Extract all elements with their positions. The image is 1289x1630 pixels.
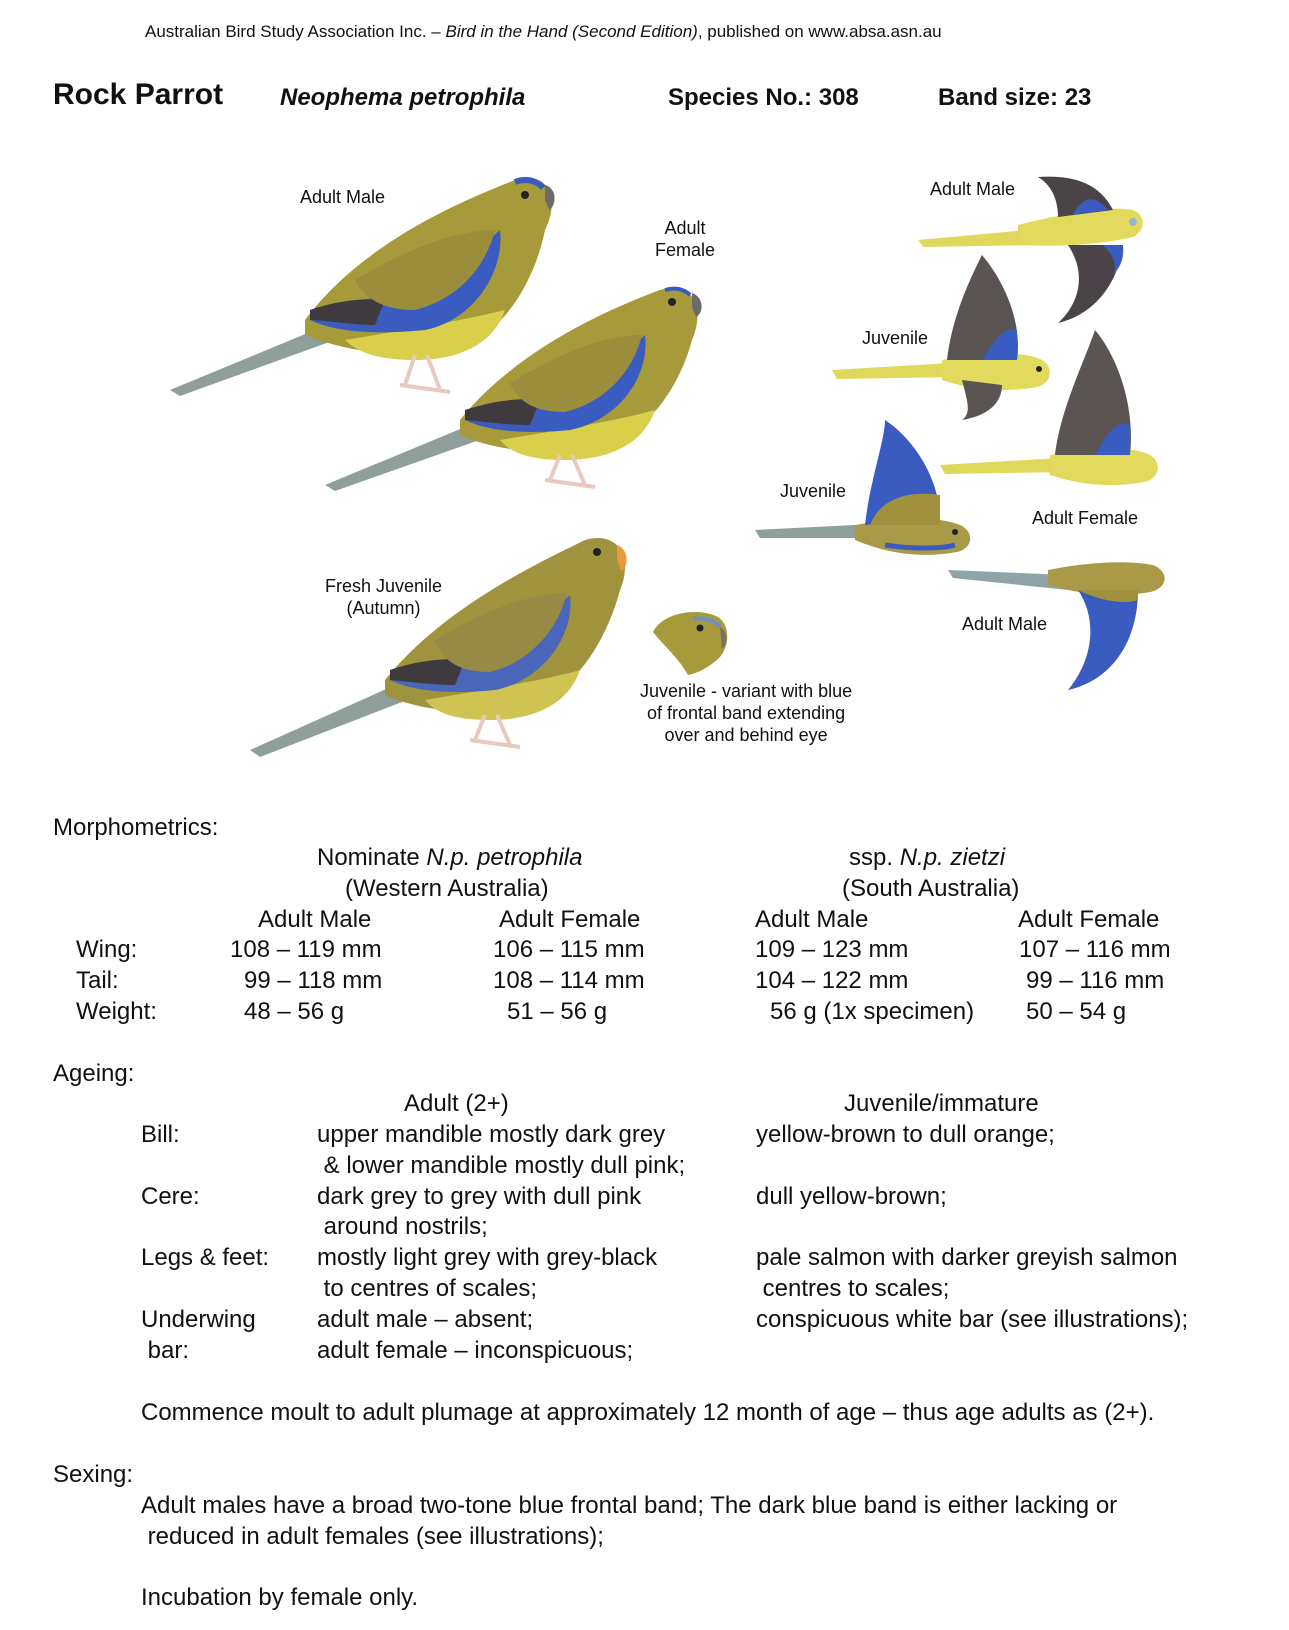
morphometrics-heading: Morphometrics: [53, 814, 219, 841]
group-zietzi-region: (South Australia) [842, 875, 1020, 902]
header-book-title: Bird in the Hand (Second Edition) [445, 22, 698, 41]
ageing-juvenile-text: dull yellow-brown; [756, 1183, 947, 1210]
ageing-adult-text: adult female – inconspicuous; [317, 1337, 634, 1364]
table-cell: 104 – 122 mm [755, 967, 909, 994]
ageing-col-adult: Adult (2+) [404, 1090, 509, 1117]
table-cell: 48 – 56 g [244, 998, 345, 1025]
illustration-adult-female-perched [320, 275, 720, 505]
header-prefix: Australian Bird Study Association Inc. – [145, 22, 446, 41]
illustration-juvenile-head-variant [648, 607, 733, 677]
incubation-note: Incubation by female only. [141, 1584, 419, 1611]
sexing-heading: Sexing: [53, 1461, 134, 1488]
ageing-label-underwing: Underwing [141, 1306, 256, 1333]
ageing-juvenile-text: centres to scales; [756, 1275, 950, 1302]
species-common-name: Rock Parrot [53, 78, 224, 111]
ageing-adult-text: mostly light grey with grey-black [317, 1244, 658, 1271]
label-juvenile-variant-line1: Juvenile - variant with blue [640, 681, 853, 701]
sexing-text: Adult males have a broad two-tone blue frontal band; The dark blue band is either lacking or [141, 1492, 1118, 1519]
ageing-adult-text: around nostrils; [317, 1213, 488, 1240]
table-cell: 107 – 116 mm [1019, 936, 1171, 963]
species-scientific-name: Neophema petrophila [280, 84, 526, 111]
table-cell: 106 – 115 mm [493, 936, 645, 963]
label-adult-male-perched: Adult Male [300, 187, 386, 207]
publication-header [145, 22, 942, 42]
group-zietzi-name: N.p. zietzi [899, 844, 1006, 871]
label-adult-female-perched [655, 217, 715, 261]
ageing-adult-text: adult male – absent; [317, 1306, 534, 1333]
ageing-label-underwing-bar: bar: [141, 1337, 190, 1364]
table-cell: 99 – 118 mm [244, 967, 383, 994]
ageing-label-legs: Legs & feet: [141, 1244, 270, 1271]
column-header: Adult Female [1018, 906, 1160, 933]
ageing-adult-text: & lower mandible mostly dull pink; [317, 1152, 686, 1179]
ageing-juvenile-text: conspicuous white bar (see illustrations); [756, 1306, 1189, 1333]
row-label-wing: Wing: [76, 936, 138, 963]
ageing-heading: Ageing: [53, 1060, 135, 1087]
table-cell: 108 – 119 mm [230, 936, 382, 963]
ageing-adult-text: to centres of scales; [317, 1275, 538, 1302]
column-header: Adult Male [258, 906, 372, 933]
label-flight-juvenile-top: Juvenile [862, 328, 929, 348]
species-number: Species No.: 308 [668, 84, 859, 111]
label-juvenile-variant-line3: over and behind eye [664, 725, 828, 745]
label-flight-adult-male-bottom: Adult Male [962, 614, 1048, 634]
label-fresh-juvenile [325, 575, 442, 619]
ageing-label-cere: Cere: [141, 1183, 200, 1210]
label-flight-adult-male-top: Adult Male [930, 179, 1016, 199]
label-juvenile-variant-line2: of frontal band extending [646, 703, 846, 723]
group-zietzi-prefix: ssp. [849, 844, 900, 871]
label-flight-juvenile-bottom: Juvenile [780, 481, 847, 501]
row-label-weight: Weight: [76, 998, 157, 1025]
table-cell: 109 – 123 mm [755, 936, 909, 963]
group-nominate [317, 844, 582, 872]
ageing-label-bill: Bill: [141, 1121, 180, 1148]
ageing-juvenile-text: yellow-brown to dull orange; [756, 1121, 1055, 1148]
label-fresh-juvenile-line1: Fresh Juvenile [325, 576, 443, 596]
ageing-juvenile-text: pale salmon with darker greyish salmon [756, 1244, 1178, 1271]
column-header: Adult Female [499, 906, 641, 933]
group-zietzi [849, 844, 1005, 872]
illustration-fresh-juvenile-perched [245, 525, 645, 765]
label-fresh-juvenile-line2: (Autumn) [346, 598, 421, 618]
label-juvenile-variant [640, 680, 852, 746]
group-nominate-prefix: Nominate [317, 844, 427, 871]
row-label-tail: Tail: [76, 967, 119, 994]
group-nominate-region: (Western Australia) [345, 875, 549, 902]
label-adult-female-line1: Adult [664, 218, 706, 238]
ageing-adult-text: upper mandible mostly dark grey [317, 1121, 666, 1148]
header-suffix: , published on www.absa.asn.au [697, 22, 942, 41]
ageing-moult-note: Commence moult to adult plumage at approximately 12 month of age – thus age adults as (2+). [141, 1399, 1155, 1426]
ageing-col-juvenile: Juvenile/immature [844, 1090, 1039, 1117]
table-cell: 50 – 54 g [1026, 998, 1127, 1025]
column-header: Adult Male [755, 906, 869, 933]
label-adult-female-line2: Female [655, 240, 716, 260]
ageing-adult-text: dark grey to grey with dull pink [317, 1183, 642, 1210]
band-size: Band size: 23 [938, 84, 1092, 111]
group-nominate-name: N.p. petrophila [426, 844, 583, 871]
label-flight-adult-female: Adult Female [1032, 508, 1139, 528]
table-cell: 56 g (1x specimen) [770, 998, 975, 1025]
table-cell: 108 – 114 mm [493, 967, 645, 994]
table-cell: 99 – 116 mm [1026, 967, 1165, 994]
table-cell: 51 – 56 g [507, 998, 608, 1025]
sexing-text: reduced in adult females (see illustrations); [141, 1523, 604, 1550]
